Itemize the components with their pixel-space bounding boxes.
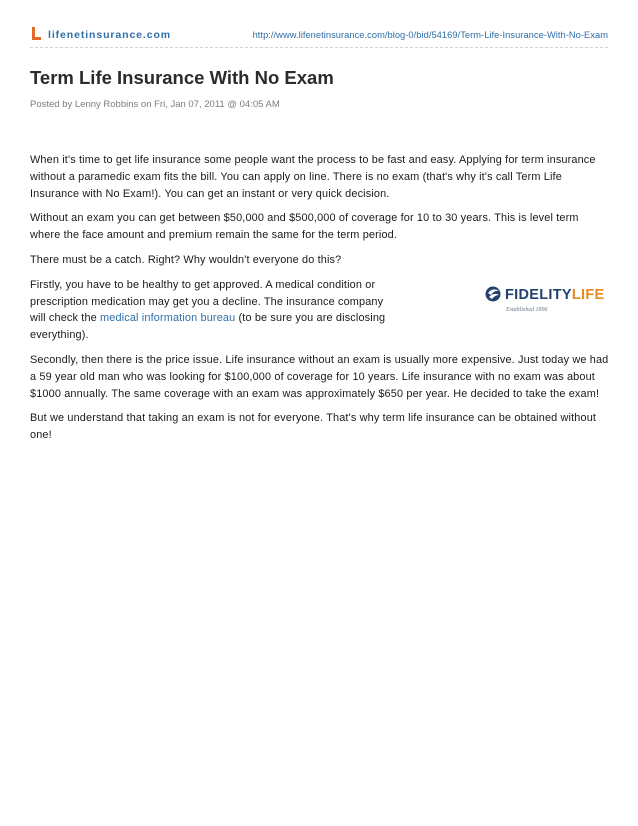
paragraph-3: There must be a catch. Right? Why wouldn't everyone do this? [30,253,342,266]
page-url[interactable]: http://www.lifenetinsurance.com/blog-0/bid/54169/Term-Life-Insurance-With-No-Exam [252,30,608,40]
post-title: Term Life Insurance With No Exam [30,67,334,88]
paragraph-4-text-end: (to be sure you are disclosing everything). [30,312,386,342]
paragraph-5: Secondly, then there is the price issue. Life insurance without an exam is usually more expensive. Just today we had a 59 year old man who was looking for $100,000 of coverage for 10 years. Life insurance with no exam was about $1000 annually. The same coverage with an exam was approximately $650 per year. He decided to take the exam! [30,353,609,400]
paragraph-4 [30,277,402,344]
page-header [30,26,608,46]
paragraph-2: Without an exam you can get between $50,000 and $500,000 of coverage for 10 to 30 years. This is level term where the face amount and premium remain the same for the term period. [30,212,579,242]
paragraph-1: When it's time to get life insurance some people want the process to be fast and easy. Applying for term insurance without a paramedic exam fits the bill. You can apply on line. There is no exam (that's why it's call Term Life Insurance with No Exam!). You can get an instant or very quick decision. [30,154,596,200]
header-divider [30,47,608,48]
logo-text-fidelity: FIDELITY [505,287,572,303]
paragraph-6: But we understand that taking an exam is not for everyone. That's why term life insurance can be obtained without one! [30,412,597,442]
post-byline: Posted by Lenny Robbins on Fri, Jan 07, 2011 @ 04:05 AM [30,99,280,110]
site-logo-icon [32,27,42,40]
logo-text-life: LIFE [571,287,605,303]
post-content [30,152,610,452]
logo-tagline: Established 1896 [506,307,548,313]
medical-information-bureau-link[interactable]: medical information bureau [100,312,236,325]
site-name[interactable]: lifenetinsurance.com [48,29,172,41]
paragraph-4-text-start: Firstly, you have to be healthy to get approved. A medical condition or prescription medication may get you a decline. The insurance company will check the [30,278,384,325]
